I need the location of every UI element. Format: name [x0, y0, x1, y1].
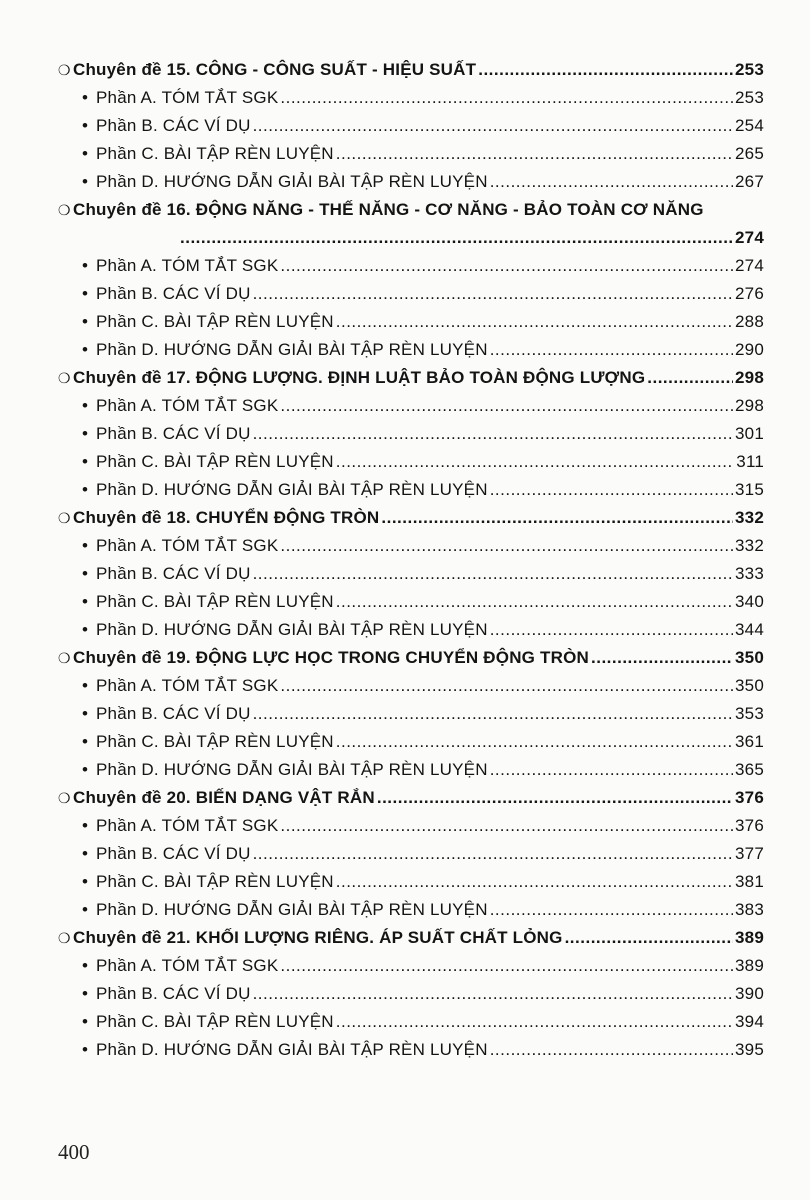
section-entry[interactable] [58, 168, 764, 196]
section-title: Phần C. BÀI TẬP RÈN LUYỆN [96, 1012, 334, 1031]
circle-bullet-icon: ❍ [58, 62, 71, 78]
circle-bullet-icon: ❍ [58, 650, 71, 666]
section-page: 267 [735, 172, 764, 191]
leader-dots [478, 56, 733, 84]
bullet-dot-icon: • [82, 396, 89, 415]
section-title: Phần B. CÁC VÍ DỤ [96, 116, 251, 135]
leader-dots [490, 336, 733, 364]
leader-dots [336, 728, 733, 756]
bullet-dot-icon: • [82, 732, 89, 751]
bullet-dot-icon: • [82, 480, 89, 499]
leader-dots [253, 980, 733, 1008]
bullet-dot-icon: • [82, 144, 89, 163]
bullet-dot-icon: • [82, 1040, 89, 1059]
leader-dots [280, 392, 733, 420]
section-entry[interactable] [58, 980, 764, 1008]
section-page: 298 [735, 396, 764, 415]
bullet-dot-icon: • [82, 704, 89, 723]
bullet-dot-icon: • [82, 984, 89, 1003]
bullet-dot-icon: • [82, 564, 89, 583]
section-page: 315 [735, 480, 764, 499]
chapter-title: Chuyên đề 19. ĐỘNG LỰC HỌC TRONG CHUYỂN ĐỘNG TRÒN [73, 648, 589, 667]
bullet-dot-icon: • [82, 312, 89, 331]
section-title: Phần B. CÁC VÍ DỤ [96, 704, 251, 723]
section-entry[interactable] [58, 700, 764, 728]
section-entry[interactable] [58, 392, 764, 420]
chapter-page: 253 [735, 60, 764, 79]
section-entry[interactable] [58, 308, 764, 336]
leader-dots [336, 1008, 733, 1036]
leader-dots [253, 560, 733, 588]
section-entry[interactable] [58, 112, 764, 140]
chapter-title: Chuyên đề 15. CÔNG - CÔNG SUẤT - HIỆU SUẤT [73, 60, 477, 79]
toc-chapter [58, 504, 764, 644]
section-entry[interactable] [58, 812, 764, 840]
section-page: 376 [735, 816, 764, 835]
bullet-dot-icon: • [82, 284, 89, 303]
section-page: 274 [735, 256, 764, 275]
section-entry[interactable] [58, 420, 764, 448]
bullet-dot-icon: • [82, 592, 89, 611]
section-title: Phần A. TÓM TẮT SGK [96, 816, 279, 835]
section-title: Phần B. CÁC VÍ DỤ [96, 984, 251, 1003]
bullet-dot-icon: • [82, 956, 89, 975]
chapter-entry[interactable] [58, 644, 764, 672]
bullet-dot-icon: • [82, 676, 89, 695]
section-page: 394 [735, 1012, 764, 1031]
chapter-page: 376 [735, 788, 764, 807]
bullet-dot-icon: • [82, 900, 89, 919]
bullet-dot-icon: • [82, 620, 89, 639]
section-title: Phần D. HƯỚNG DẪN GIẢI BÀI TẬP RÈN LUYỆN [96, 480, 488, 499]
leader-dots [647, 364, 733, 392]
section-title: Phần A. TÓM TẮT SGK [96, 676, 279, 695]
section-title: Phần B. CÁC VÍ DỤ [96, 284, 251, 303]
section-title: Phần C. BÀI TẬP RÈN LUYỆN [96, 144, 334, 163]
section-page: 365 [735, 760, 764, 779]
leader-dots [280, 812, 733, 840]
section-page: 340 [735, 592, 764, 611]
bullet-dot-icon: • [82, 340, 89, 359]
circle-bullet-icon: ❍ [58, 790, 71, 806]
toc-chapter [58, 56, 764, 196]
section-entry[interactable] [58, 280, 764, 308]
section-title: Phần D. HƯỚNG DẪN GIẢI BÀI TẬP RÈN LUYỆN [96, 900, 488, 919]
section-entry[interactable] [58, 532, 764, 560]
section-page: 350 [735, 676, 764, 695]
chapter-entry[interactable] [58, 364, 764, 392]
chapter-entry[interactable] [58, 784, 764, 812]
leader-dots [280, 952, 733, 980]
leader-dots [336, 868, 733, 896]
toc-chapter [58, 364, 764, 504]
toc-chapter [58, 924, 764, 1064]
leader-dots [253, 700, 733, 728]
section-title: Phần B. CÁC VÍ DỤ [96, 844, 251, 863]
section-page: 288 [735, 312, 764, 331]
section-title: Phần D. HƯỚNG DẪN GIẢI BÀI TẬP RÈN LUYỆN [96, 172, 488, 191]
section-title: Phần B. CÁC VÍ DỤ [96, 564, 251, 583]
section-title: Phần A. TÓM TẮT SGK [96, 256, 279, 275]
section-title: Phần C. BÀI TẬP RÈN LUYỆN [96, 452, 334, 471]
toc-chapter [58, 644, 764, 784]
toc-chapter [58, 196, 764, 364]
circle-bullet-icon: ❍ [58, 510, 71, 526]
leader-dots [280, 252, 733, 280]
chapter-page: 274 [735, 228, 764, 247]
chapter-entry[interactable] [58, 924, 764, 952]
leader-dots [280, 84, 733, 112]
bullet-dot-icon: • [82, 816, 89, 835]
section-title: Phần D. HƯỚNG DẪN GIẢI BÀI TẬP RÈN LUYỆN [96, 340, 488, 359]
section-page: 381 [735, 872, 764, 891]
section-page: 344 [735, 620, 764, 639]
toc-chapter [58, 784, 764, 924]
leader-dots [336, 448, 735, 476]
leader-dots [336, 588, 733, 616]
leader-dots [253, 420, 733, 448]
section-page: 361 [735, 732, 764, 751]
section-page: 353 [735, 704, 764, 723]
chapter-title: Chuyên đề 18. CHUYỂN ĐỘNG TRÒN [73, 508, 380, 527]
chapter-page: 332 [735, 508, 764, 527]
leader-dots [253, 280, 733, 308]
section-entry[interactable] [58, 252, 764, 280]
bullet-dot-icon: • [82, 424, 89, 443]
leader-dots [377, 784, 733, 812]
leader-dots [565, 924, 733, 952]
bullet-dot-icon: • [82, 172, 89, 191]
leader-dots [490, 756, 733, 784]
leader-dots [591, 644, 733, 672]
section-page: 253 [735, 88, 764, 107]
chapter-entry[interactable] [58, 196, 764, 252]
chapter-page: 298 [735, 368, 764, 387]
bullet-dot-icon: • [82, 760, 89, 779]
chapter-page: 350 [735, 648, 764, 667]
section-entry[interactable] [58, 140, 764, 168]
section-entry[interactable] [58, 616, 764, 644]
section-entry[interactable] [58, 952, 764, 980]
section-title: Phần D. HƯỚNG DẪN GIẢI BÀI TẬP RÈN LUYỆN [96, 620, 488, 639]
leader-dots [490, 476, 733, 504]
circle-bullet-icon: ❍ [58, 202, 71, 218]
chapter-title: Chuyên đề 16. ĐỘNG NĂNG - THẾ NĂNG - CƠ NĂNG - BẢO TOÀN CƠ NĂNG [73, 200, 704, 219]
leader-dots [490, 896, 733, 924]
section-page: 383 [735, 900, 764, 919]
bullet-dot-icon: • [82, 88, 89, 107]
bullet-dot-icon: • [82, 844, 89, 863]
section-page: 395 [735, 1040, 764, 1059]
bullet-dot-icon: • [82, 872, 89, 891]
section-entry[interactable] [58, 560, 764, 588]
leader-dots [490, 1036, 733, 1064]
chapter-title: Chuyên đề 21. KHỐI LƯỢNG RIÊNG. ÁP SUẤT CHẤT LỎNG [73, 928, 563, 947]
section-entry[interactable] [58, 868, 764, 896]
section-page: 311 [736, 452, 764, 471]
leader-dots [490, 168, 733, 196]
leader-dots [336, 308, 733, 336]
circle-bullet-icon: ❍ [58, 930, 71, 946]
section-entry[interactable] [58, 448, 764, 476]
section-entry[interactable] [58, 588, 764, 616]
bullet-dot-icon: • [82, 256, 89, 275]
chapter-page: 389 [735, 928, 764, 947]
section-page: 254 [735, 116, 764, 135]
chapter-title: Chuyên đề 17. ĐỘNG LƯỢNG. ĐỊNH LUẬT BẢO TOÀN ĐỘNG LƯỢNG [73, 368, 646, 387]
leader-dots [180, 224, 733, 252]
section-page: 377 [735, 844, 764, 863]
leader-dots [381, 504, 733, 532]
circle-bullet-icon: ❍ [58, 370, 71, 386]
section-title: Phần C. BÀI TẬP RÈN LUYỆN [96, 872, 334, 891]
section-entry[interactable] [58, 840, 764, 868]
leader-dots [490, 616, 733, 644]
section-entry[interactable] [58, 756, 764, 784]
chapter-entry[interactable] [58, 56, 764, 84]
bullet-dot-icon: • [82, 1012, 89, 1031]
section-page: 276 [735, 284, 764, 303]
section-title: Phần A. TÓM TẮT SGK [96, 396, 279, 415]
section-page: 332 [735, 536, 764, 555]
section-entry[interactable] [58, 1008, 764, 1036]
section-entry[interactable] [58, 84, 764, 112]
bullet-dot-icon: • [82, 536, 89, 555]
leader-dots [253, 112, 733, 140]
section-entry[interactable] [58, 336, 764, 364]
section-title: Phần A. TÓM TẮT SGK [96, 956, 279, 975]
leader-dots [336, 140, 733, 168]
leader-dots [280, 532, 733, 560]
section-page: 389 [735, 956, 764, 975]
table-of-contents [58, 56, 764, 1064]
section-page: 265 [735, 144, 764, 163]
section-entry[interactable] [58, 896, 764, 924]
section-entry[interactable] [58, 1036, 764, 1064]
chapter-entry[interactable] [58, 504, 764, 532]
chapter-title: Chuyên đề 20. BIẾN DẠNG VẬT RẮN [73, 788, 375, 807]
section-entry[interactable] [58, 672, 764, 700]
section-page: 290 [735, 340, 764, 359]
section-page: 333 [735, 564, 764, 583]
section-page: 390 [735, 984, 764, 1003]
section-title: Phần D. HƯỚNG DẪN GIẢI BÀI TẬP RÈN LUYỆN [96, 760, 488, 779]
section-entry[interactable] [58, 476, 764, 504]
leader-dots [253, 840, 733, 868]
section-title: Phần C. BÀI TẬP RÈN LUYỆN [96, 592, 334, 611]
section-entry[interactable] [58, 728, 764, 756]
section-title: Phần A. TÓM TẮT SGK [96, 536, 279, 555]
section-title: Phần C. BÀI TẬP RÈN LUYỆN [96, 732, 334, 751]
bullet-dot-icon: • [82, 116, 89, 135]
section-title: Phần C. BÀI TẬP RÈN LUYỆN [96, 312, 334, 331]
page-number: 400 [58, 1140, 90, 1164]
section-page: 301 [735, 424, 764, 443]
leader-dots [280, 672, 733, 700]
section-title: Phần A. TÓM TẮT SGK [96, 88, 279, 107]
bullet-dot-icon: • [82, 452, 89, 471]
section-title: Phần D. HƯỚNG DẪN GIẢI BÀI TẬP RÈN LUYỆN [96, 1040, 488, 1059]
section-title: Phần B. CÁC VÍ DỤ [96, 424, 251, 443]
